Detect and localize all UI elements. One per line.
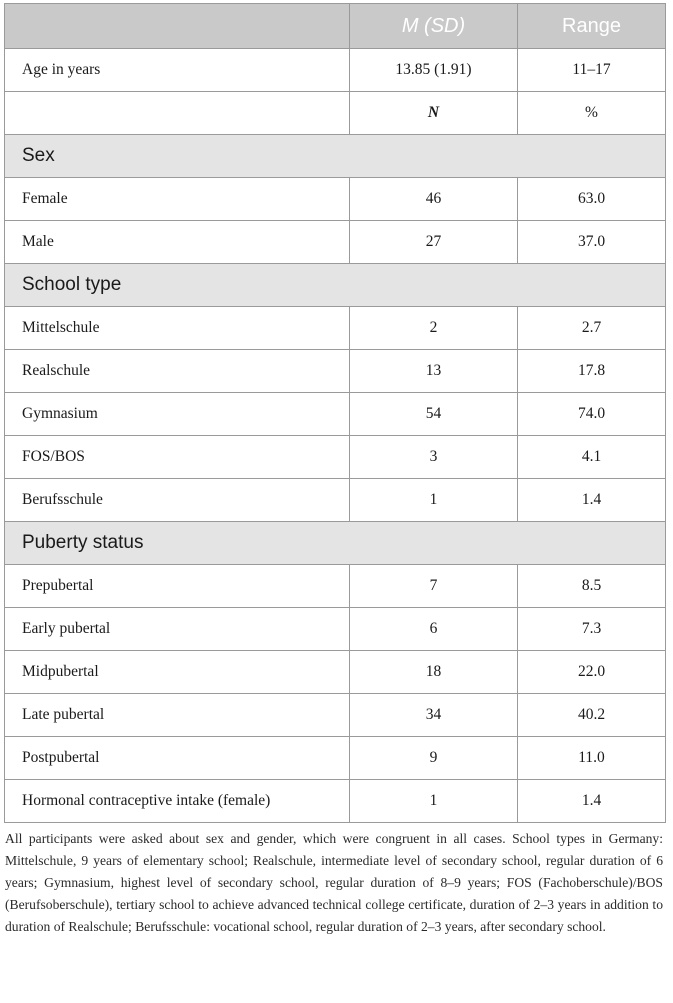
row-label: Berufsschule (5, 479, 350, 522)
row-n: 27 (350, 221, 518, 264)
count-subheader-row (5, 92, 666, 135)
row-percent: 7.3 (518, 608, 666, 651)
subheader-blank (5, 92, 350, 135)
demographics-table (4, 3, 666, 823)
row-percent: 2.7 (518, 307, 666, 350)
row-percent: 8.5 (518, 565, 666, 608)
table-row (5, 178, 666, 221)
row-label: Male (5, 221, 350, 264)
table-row (5, 737, 666, 780)
row-label: Prepubertal (5, 565, 350, 608)
age-range: 11–17 (518, 49, 666, 92)
row-percent: 1.4 (518, 780, 666, 823)
row-n: 9 (350, 737, 518, 780)
table-row (5, 393, 666, 436)
row-n: 13 (350, 350, 518, 393)
row-percent: 22.0 (518, 651, 666, 694)
table-row (5, 651, 666, 694)
row-n: 7 (350, 565, 518, 608)
row-label: Hormonal contraceptive intake (female) (5, 780, 350, 823)
row-label: Gymnasium (5, 393, 350, 436)
row-label: Early pubertal (5, 608, 350, 651)
row-percent: 17.8 (518, 350, 666, 393)
subheader-n: N (350, 92, 518, 135)
header-blank (5, 4, 350, 49)
row-percent: 1.4 (518, 479, 666, 522)
row-percent: 37.0 (518, 221, 666, 264)
header-range: Range (518, 4, 666, 49)
row-n: 18 (350, 651, 518, 694)
row-label: Midpubertal (5, 651, 350, 694)
row-n: 1 (350, 479, 518, 522)
row-percent: 74.0 (518, 393, 666, 436)
table-row (5, 221, 666, 264)
age-row (5, 49, 666, 92)
table-footnote: All participants were asked about sex and gender, which were congruent in all cases. School types in Germany: Mittelschule, 9 years of elementary school; Realschule, intermediate level of secondary school, regular duration of 6 years; Gymnasium, highest level of secondary school, regular duration of 8–9 years; FOS (Fachoberschule)/BOS (Berufsoberschule), tertiary school to achieve advanced technical college certificate, duration of 2–3 years in addition to duration of Realschule; Berufsschule: vocational school, regular duration of 2–3 years, after secondary school. (5, 831, 663, 934)
table-row (5, 436, 666, 479)
table-header-row (5, 4, 666, 49)
table-row (5, 479, 666, 522)
row-n: 6 (350, 608, 518, 651)
age-label: Age in years (5, 49, 350, 92)
table-row (5, 565, 666, 608)
row-percent: 11.0 (518, 737, 666, 780)
table-row (5, 307, 666, 350)
row-percent: 40.2 (518, 694, 666, 737)
row-label: Realschule (5, 350, 350, 393)
row-n: 54 (350, 393, 518, 436)
subheader-percent: % (518, 92, 666, 135)
table-row (5, 350, 666, 393)
table-row (5, 780, 666, 823)
row-n: 46 (350, 178, 518, 221)
row-label: Mittelschule (5, 307, 350, 350)
row-label: Late pubertal (5, 694, 350, 737)
row-label: FOS/BOS (5, 436, 350, 479)
row-percent: 63.0 (518, 178, 666, 221)
section-header-puberty-status (5, 522, 666, 565)
section-header-sex (5, 135, 666, 178)
row-percent: 4.1 (518, 436, 666, 479)
row-n: 1 (350, 780, 518, 823)
row-label: Postpubertal (5, 737, 350, 780)
row-n: 34 (350, 694, 518, 737)
row-n: 3 (350, 436, 518, 479)
section-header-school-type (5, 264, 666, 307)
header-mean-sd: M (SD) (350, 4, 518, 49)
section-title: Puberty status (5, 522, 666, 565)
table-row (5, 694, 666, 737)
age-mean-sd: 13.85 (1.91) (350, 49, 518, 92)
row-label: Female (5, 178, 350, 221)
section-title: School type (5, 264, 666, 307)
table-row (5, 608, 666, 651)
row-n: 2 (350, 307, 518, 350)
section-title: Sex (5, 135, 666, 178)
